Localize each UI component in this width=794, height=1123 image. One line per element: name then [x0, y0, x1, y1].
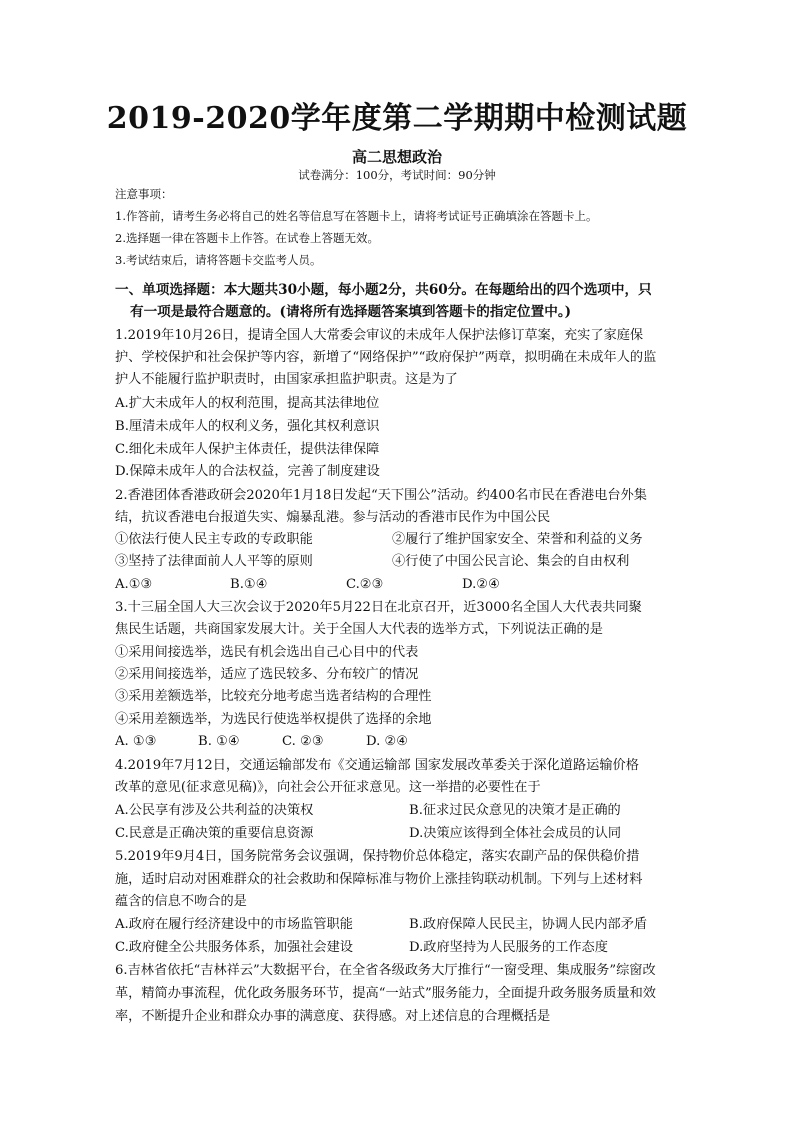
question-stem: 革，精简办事流程，优化政务服务环节，提高“一站式”服务能力，全面提升政务服务质量和效: [115, 986, 656, 1001]
option: A.政府在履行经济建设中的市场监管职能: [115, 917, 353, 932]
question-stem: 3.十三届全国人大三次会议于2020年5月22日在北京召开，近3000名全国人大代表共同聚: [115, 600, 642, 615]
option: D.②④: [462, 577, 500, 592]
question-stem: 焦民生话题，共商国家发展大计。关于全国人大代表的选举方式，下列说法正确的是: [115, 622, 603, 637]
question-stem: 1.2019年10月26日，提请全国人大常委会审议的未成年人保护法修订草案，充实了家庭保: [115, 328, 644, 343]
option: D. ②④: [366, 734, 409, 749]
notice-item: 2.选择题一律在答题卡上作答。在试卷上答题无效。: [115, 231, 379, 245]
notice-item: 1.作答前，请考生务必将自己的姓名等信息写在答题卡上，请将考试证号正确填涂在答题卡上。: [115, 209, 598, 223]
exam-info: 试卷满分：100分，考试时间：90分钟: [298, 168, 496, 182]
option: A.扩大未成年人的权利范围，提高其法律地位: [115, 396, 380, 411]
question-stem: 率，不断提升企业和群众办事的满意度、获得感。对上述信息的合理概括是: [115, 1009, 551, 1024]
question-stem: 5.2019年9月4日，国务院常务会议强调，保持物价总体稳定，落实农副产品的保供稳价措: [115, 849, 640, 864]
option: C. ②③: [282, 734, 324, 749]
option: C.民意是正确决策的重要信息资源: [115, 826, 314, 841]
question-stem: 改革的意见(征求意见稿)》，向社会公开征求意见。这一举措的必要性在于: [115, 780, 541, 795]
exam-title: 2019-2020学年度第二学期期中检测试题: [106, 101, 688, 136]
option: B.①④: [230, 577, 268, 592]
option: C.②③: [346, 577, 384, 592]
question-stem: 2.香港团体香港政研会2020年1月18日发起“天下围公”活动。约400名市民在香港电台外集: [115, 488, 647, 503]
statement: ④行使了中国公民言论、集会的自由权利: [392, 554, 630, 569]
statement: ②履行了维护国家安全、荣誉和利益的义务: [392, 532, 643, 547]
option: D.保障未成年人的合法权益，完善了制度建设: [115, 464, 380, 479]
question-stem: 结，抗议香港电台报道失实、煽暴乱港。参与活动的香港市民作为中国公民: [115, 510, 551, 525]
option: B.征求过民众意见的决策才是正确的: [409, 803, 621, 818]
exam-subject: 高二思想政治: [351, 148, 442, 166]
statement: ①依法行使人民主专政的专政职能: [115, 532, 313, 547]
option: B. ①④: [198, 734, 240, 749]
statement: ④采用差额选举，为选民行使选举权提供了选择的余地: [115, 712, 432, 727]
question-stem: 蕴含的信息不吻合的是: [115, 894, 247, 909]
section-heading-cont: 有一项是最符合题意的。(请将所有选择题答案填到答题卡的指定位置中。): [130, 304, 572, 320]
question-stem: 护人不能履行监护职责时，由国家承担监护职责。这是为了: [115, 372, 458, 387]
statement: ③坚持了法律面前人人平等的原则: [115, 554, 313, 569]
option: B.政府保障人民民主，协调人民内部矛盾: [409, 917, 648, 932]
option: C.政府健全公共服务体系，加强社会建设: [115, 940, 353, 955]
option: A. ①③: [115, 734, 157, 749]
question-stem: 施，适时启动对困难群众的社会救助和保障标准与物价上涨挂钩联动机制。下列与上述材料: [115, 872, 643, 887]
option: A.公民享有涉及公共利益的决策权: [115, 803, 314, 818]
question-stem: 6.吉林省依托“吉林祥云”大数据平台，在全省各级政务大厅推行“一窗受理、集成服务”综窗改: [115, 963, 656, 978]
section-heading: 一、单项选择题：本大题共30小题，每小题2分，共60分。在每题给出的四个选项中，只: [115, 282, 652, 298]
statement: ①采用间接选举，选民有机会选出自己心目中的代表: [115, 645, 419, 660]
option: D.决策应该得到全体社会成员的认同: [409, 826, 622, 841]
question-stem: 护、学校保护和社会保护等内容，新增了“网络保护”“政府保护”两章，拟明确在未成年人的监: [115, 350, 657, 365]
notice-heading: 注意事项：: [115, 187, 173, 201]
option: C.细化未成年人保护主体责任，提供法律保障: [115, 442, 380, 457]
statement: ②采用间接选举，适应了选民较多、分布较广的情况: [115, 667, 419, 682]
option: B.厘清未成年人的权利义务，强化其权利意识: [115, 419, 380, 434]
notice-item: 3.考试结束后，请将答题卡交监考人员。: [115, 253, 322, 267]
option: D.政府坚持为人民服务的工作态度: [409, 940, 608, 955]
question-stem: 4.2019年7月12日，交通运输部发布《交通运输部 国家发展改革委关于深化道路运输价格: [115, 758, 639, 773]
statement: ③采用差额选举，比较充分地考虑当选者结构的合理性: [115, 689, 432, 704]
option: A.①③: [115, 577, 153, 592]
